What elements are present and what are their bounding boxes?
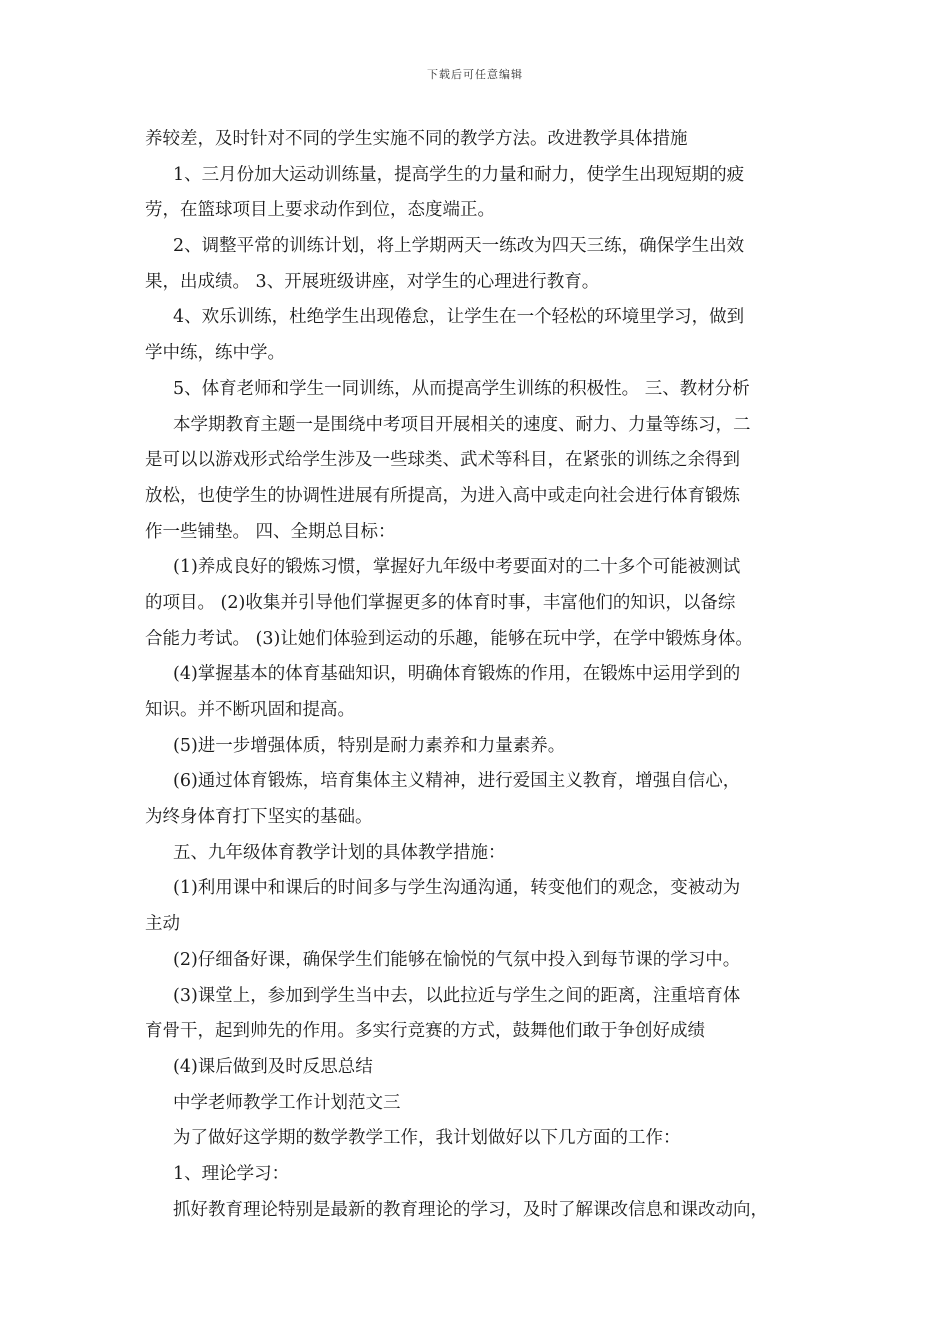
text-line: 为终身体育打下坚实的基础。 [145,807,373,828]
text-line: 5、体育老师和学生一同训练，从而提高学生训练的积极性。 三、教材分析 [173,378,750,399]
text-line: 知识。并不断巩固和提高。 [145,700,355,720]
text-line: 五、九年级体育教学计划的具体教学措施： [173,842,506,863]
text-line: 育骨干，起到帅先的作用。多实行竞赛的方式，鼓舞他们敢于争创好成绩 [145,1021,705,1042]
text-line: 中学老师教学工作计划范文三 [173,1092,401,1113]
text-line: (6)通过体育锻炼，培育集体主义精神，进行爱国主义教育，增强自信心， [173,771,741,792]
text-line: 劳，在篮球项目上要求动作到位，态度端正。 [145,200,495,221]
text-line: 主动 [145,914,180,935]
text-line: (1)利用课中和课后的时间多与学生沟通沟通，转变他们的观念，变被动为 [173,878,741,899]
text-line: (2)仔细备好课，确保学生们能够在愉悦的气氛中投入到每节课的学习中。 [173,949,741,970]
text-line: 1、三月份加大运动训练量，提高学生的力量和耐力，使学生出现短期的疲 [173,164,745,185]
text-line: 学中练，练中学。 [145,343,285,364]
text-line: 2、调整平常的训练计划，将上学期两天一练改为四天三练，确保学生出效 [173,236,745,257]
text-line: 为了做好这学期的数学教学工作，我计划做好以下几方面的工作： [173,1128,681,1149]
text-line: (4)课后做到及时反思总结 [173,1056,373,1077]
document-body [145,126,811,1232]
text-line: 抓好教育理论特别是最新的教育理论的学习，及时了解课改信息和课改动向， [173,1199,768,1220]
text-line: (5)进一步增强体质，特别是耐力素养和力量素养。 [173,735,566,756]
text-line: (4)掌握基本的体育基础知识，明确体育锻炼的作用，在锻炼中运用学到的 [173,664,741,685]
text-line: 本学期教育主题一是围绕中考项目开展相关的速度、耐力、力量等练习，二 [173,414,751,435]
page-header: 下载后可任意编辑 [427,68,523,81]
text-line: (3)课堂上，参加到学生当中去，以此拉近与学生之间的距离，注重培育体 [173,985,741,1006]
text-line: 的项目。 (2)收集并引导他们掌握更多的体育时事，丰富他们的知识，以备综 [145,592,736,613]
text-line: 是可以以游戏形式给学生涉及一些球类、武术等科目，在紧张的训练之余得到 [145,450,740,471]
text-line: 作一些铺垫。 四、全期总目标： [145,521,396,542]
text-line: 果，出成绩。 3、开展班级讲座，对学生的心理进行教育。 [145,271,600,292]
text-line: (1)养成良好的锻炼习惯，掌握好九年级中考要面对的二十多个可能被测试 [173,557,741,578]
text-line: 养较差，及时针对不同的学生实施不同的教学方法。改进教学具体措施 [145,129,688,149]
text-line: 1、理论学习： [173,1163,290,1184]
text-line: 4、欢乐训练，杜绝学生出现倦怠，让学生在一个轻松的环境里学习，做到 [173,307,745,328]
text-line: 合能力考试。 (3)让她们体验到运动的乐趣，能够在玩中学，在学中锻炼身体。 [145,628,753,649]
text-line: 放松，也使学生的协调性进展有所提高，为进入高中或走向社会进行体育锻炼 [145,485,740,506]
